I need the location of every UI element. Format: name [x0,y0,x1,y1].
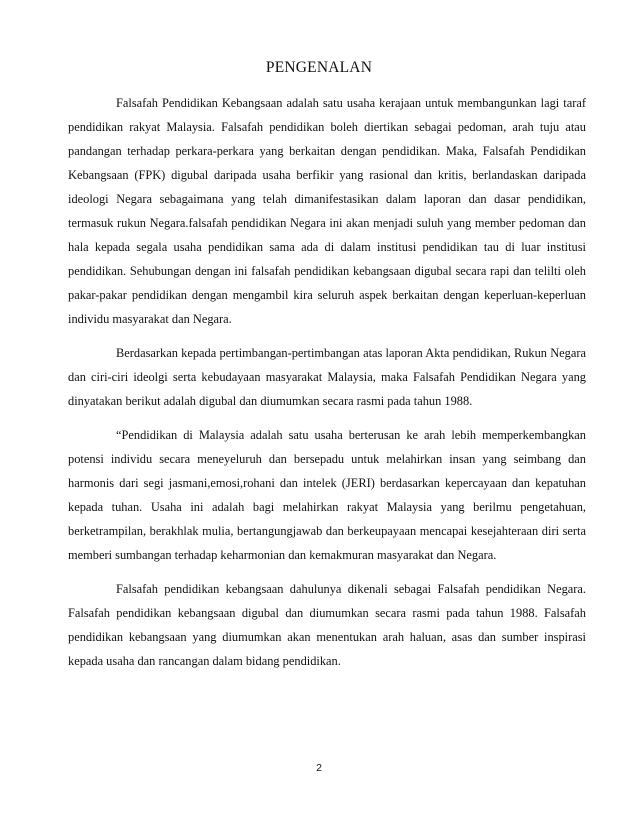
page-title: PENGENALAN [265,59,373,76]
paragraph-1: Falsafah Pendidikan Kebangsaan adalah satu usaha kerajaan untuk membangunkan lagi taraf pendidikan rakyat Malaysia. Falsafah pendidikan boleh diertikan sebagai pedoman, arah tuju atau pandangan terhadap perkara-perkara yang berkaitan dengan pendidikan. Maka, Falsafah Pendidikan Kebangsaan (FPK) digubal daripada usaha berfikir yang rasional dan kritis, berlandaskan daripada ideologi Negara sebagaimana yang telah dimanifestasikan dalam laporan dan dasar pendidikan, termasuk rukun Negara.falsafah pendidikan Negara ini akan menjadi suluh yang member pedoman dan hala kepada segala usaha pendidikan sama ada di dalam institusi pendidikan tau di luar institusi pendidikan. Sehubungan dengan ini falsafah pendidikan kebangsaan digubal secara rapi dan telilti oleh pakar-pakar pendidikan dengan mengambil kira seluruh aspek berkaitan dengan keperluan-keperluan individu masyarakat dan Negara. [68,96,586,326]
document-body [68,91,586,673]
paragraph-3: “Pendidikan di Malaysia adalah satu usaha berterusan ke arah lebih memperkembangkan potensi individu secara meneyeluruh dan bersepadu untuk melahirkan insan yang seimbang dan harmonis dari segi jasmani,emosi,rohani dan intelek (JERI) berdasarkan kepercayaan dan kepatuhan kepada tuhan. Usaha ini adalah bagi melahirkan rakyat Malaysia yang berilmu pengetahuan, berketrampilan, berakhlak mulia, bertangungjawab dan berkeupayaan mencapai kesejahteraan diri serta memberi sumbangan terhadap keharmonian dan kemakmuran masyarakat dan Negara. [68,428,586,562]
paragraph-4: Falsafah pendidikan kebangsaan dahulunya dikenali sebagai Falsafah pendidikan Negara. Falsafah pendidikan kebangsaan digubal dan diumumkan secara rasmi pada tahun 1988. Falsafah pendidikan kebangsaan yang diumumkan akan menentukan arah haluan, asas dan sumber inspirasi kepada usaha dan rancangan dalam bidang pendidikan. [68,582,586,668]
paragraph-2: Berdasarkan kepada pertimbangan-pertimbangan atas laporan Akta pendidikan, Rukun Negara dan ciri-ciri ideolgi serta kebudayaan masyarakat Malaysia, maka Falsafah Pendidikan Negara yang dinyatakan berikut adalah digubal dan diumumkan secara rasmi pada tahun 1988. [68,346,586,408]
page-number: 2 [316,762,322,774]
